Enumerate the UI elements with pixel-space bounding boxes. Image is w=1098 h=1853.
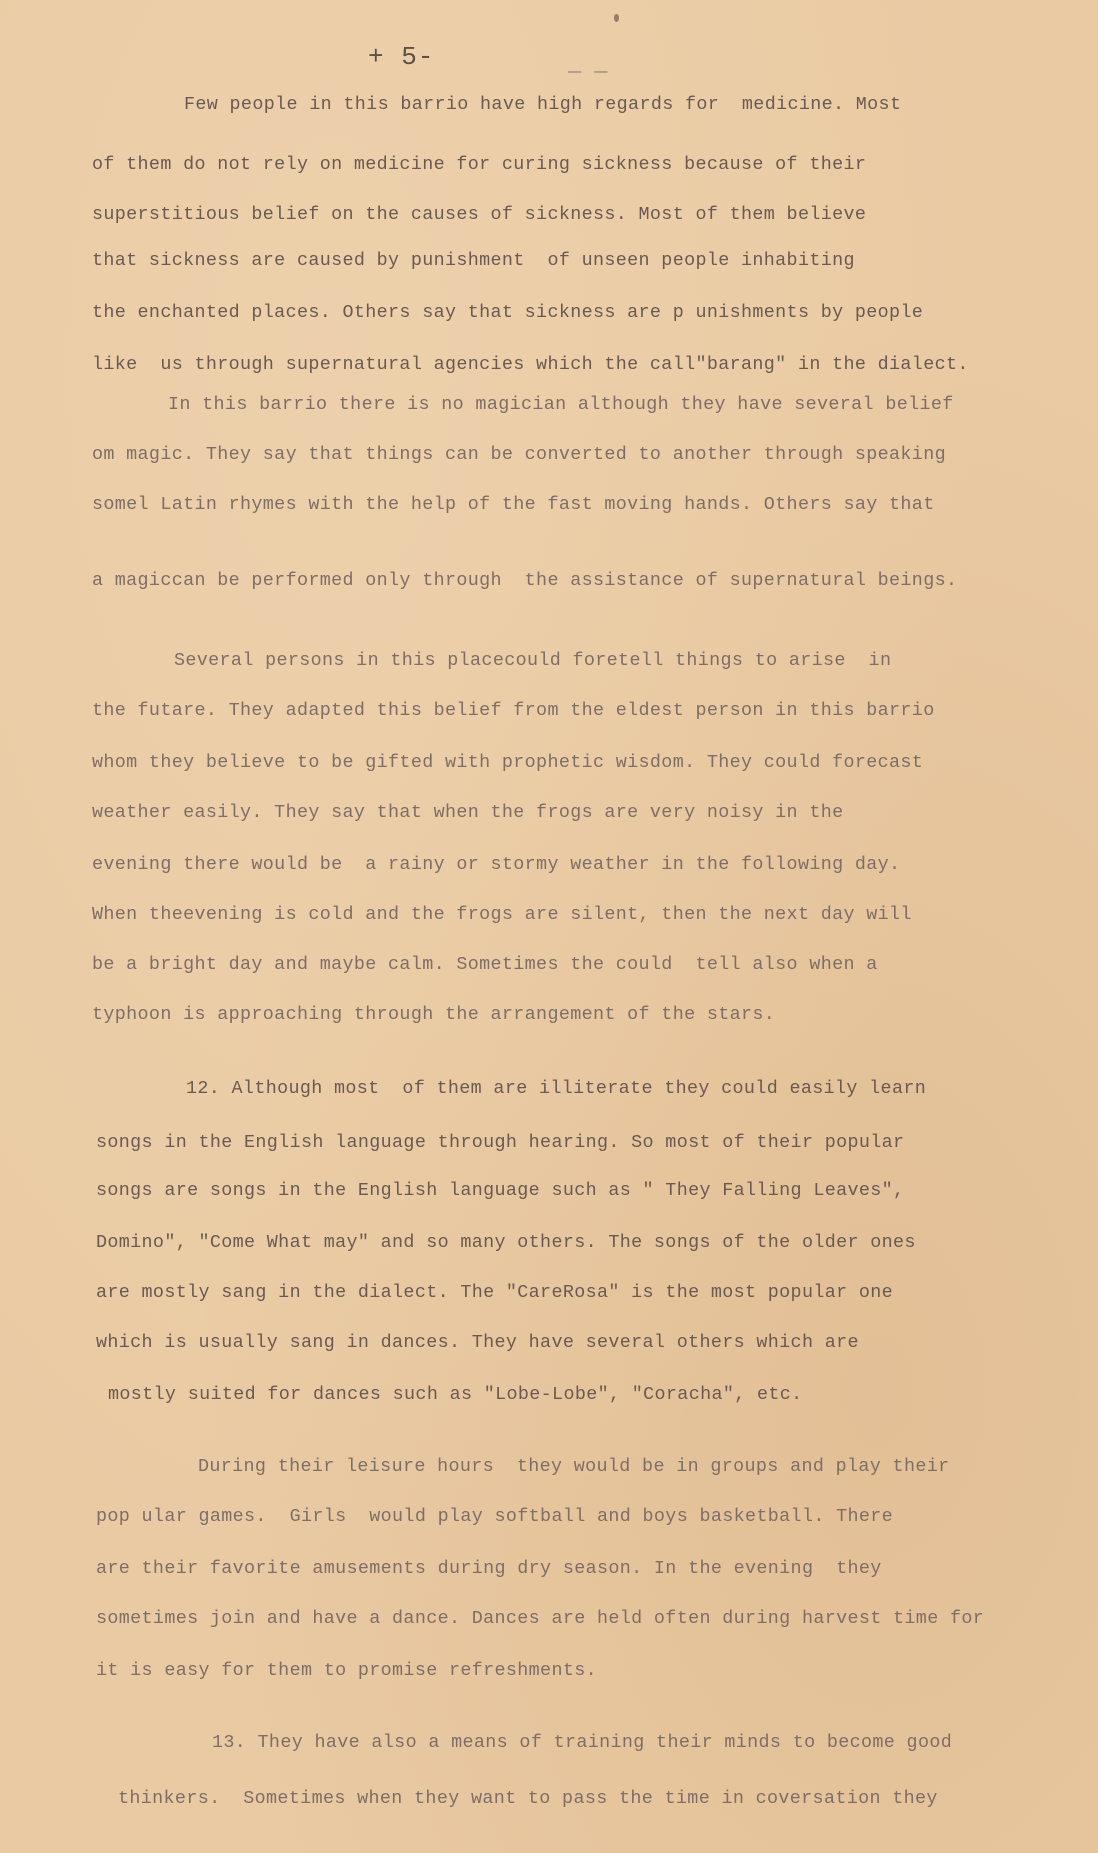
text-line: of them do not rely on medicine for curing sickness because of their xyxy=(92,154,867,175)
page-number: + 5- xyxy=(368,42,435,72)
text-line: songs are songs in the English language such as " They Falling Leaves", xyxy=(96,1180,905,1201)
text-line: superstitious belief on the causes of sickness. Most of them believe xyxy=(92,204,867,225)
text-line: the futare. They adapted this belief from the eldest person in this barrio xyxy=(92,700,935,721)
text-line: mostly suited for dances such as "Lobe-Lobe", "Coracha", etc. xyxy=(108,1384,803,1405)
text-line: typhoon is approaching through the arrangement of the stars. xyxy=(92,1004,776,1025)
text-line: evening there would be a rainy or stormy weather in the following day. xyxy=(92,854,901,875)
text-line: Domino", "Come What may" and so many others. The songs of the older ones xyxy=(96,1232,916,1253)
text-line: whom they believe to be gifted with prophetic wisdom. They could forecast xyxy=(92,752,924,773)
text-line: Few people in this barrio have high regards for medicine. Most xyxy=(184,94,902,115)
text-line: it is easy for them to promise refreshments. xyxy=(96,1660,597,1681)
text-line: 13. They have also a means of training their minds to become good xyxy=(212,1732,953,1753)
text-line: om magic. They say that things can be converted to another through speaking xyxy=(92,444,946,465)
page-mark: _ _ xyxy=(568,52,608,77)
text-line: somel Latin rhymes with the help of the fast moving hands. Others say that xyxy=(92,494,935,515)
text-line: pop ular games. Girls would play softball and boys basketball. There xyxy=(96,1506,894,1527)
text-line: the enchanted places. Others say that sickness are p unishments by people xyxy=(92,302,924,323)
text-line: that sickness are caused by punishment of unseen people inhabiting xyxy=(92,250,855,271)
text-line: When theevening is cold and the frogs are silent, then the next day will xyxy=(92,904,912,925)
text-line: be a bright day and maybe calm. Sometimes the could tell also when a xyxy=(92,954,878,975)
text-line: are their favorite amusements during dry season. In the evening they xyxy=(96,1558,882,1579)
text-line: thinkers. Sometimes when they want to pass the time in coversation they xyxy=(118,1788,938,1809)
text-line: During their leisure hours they would be in groups and play their xyxy=(198,1456,950,1477)
text-line: sometimes join and have a dance. Dances are held often during harvest time for xyxy=(96,1608,985,1629)
text-line: In this barrio there is no magician although they have several belief xyxy=(168,394,954,415)
text-line: a magiccan be performed only through the assistance of supernatural beings. xyxy=(92,570,958,591)
text-line: are mostly sang in the dialect. The "CareRosa" is the most popular one xyxy=(96,1282,894,1303)
text-line: Several persons in this placecould foretell things to arise in xyxy=(174,650,892,671)
text-line: songs in the English language through hearing. So most of their popular xyxy=(96,1132,905,1153)
text-line: weather easily. They say that when the frogs are very noisy in the xyxy=(92,802,844,823)
text-line: like us through supernatural agencies which the call"barang" in the dialect. xyxy=(92,354,969,375)
text-line: 12. Although most of them are illiterate they could easily learn xyxy=(186,1078,927,1099)
text-line: which is usually sang in dances. They have several others which are xyxy=(96,1332,859,1353)
